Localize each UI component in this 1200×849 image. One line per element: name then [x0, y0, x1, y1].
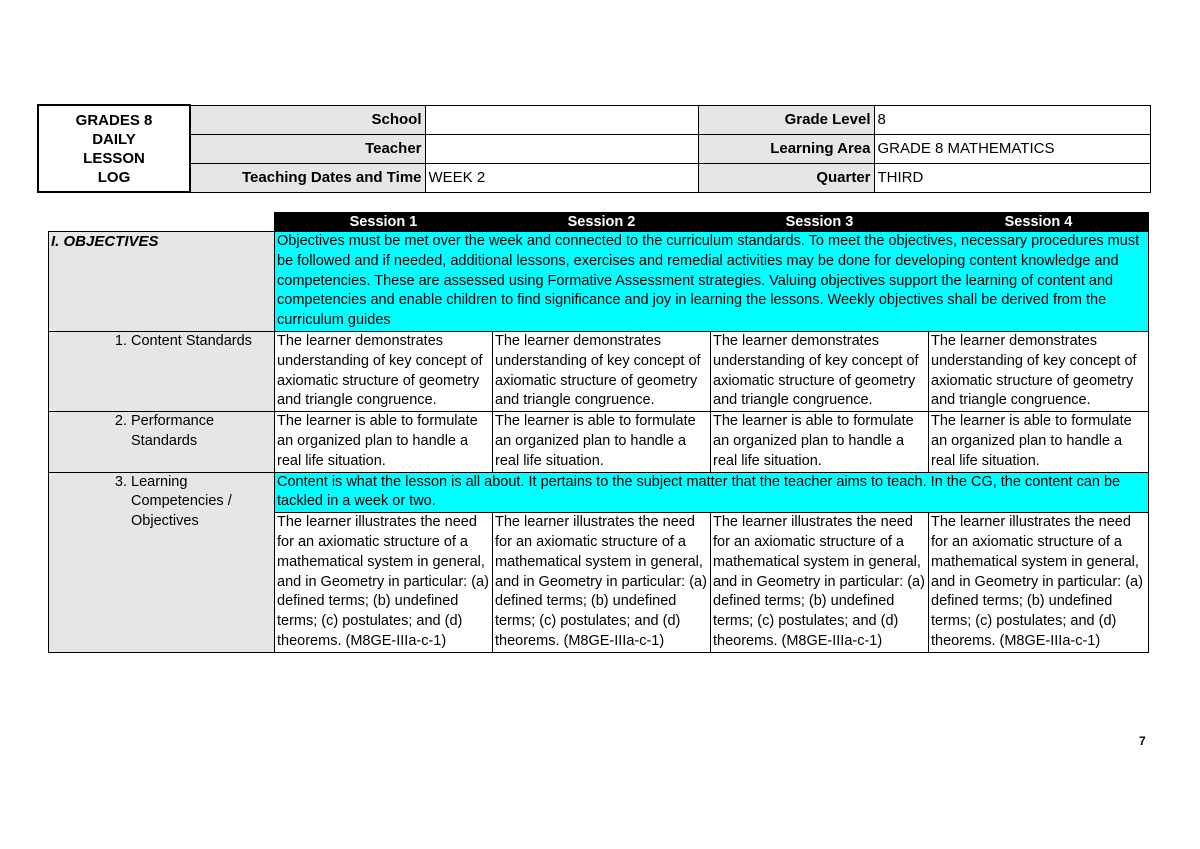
session-3-header: Session 3	[711, 213, 929, 232]
title-line-4: LOG	[97, 168, 131, 186]
quarter-label: Quarter	[698, 163, 874, 192]
page-number: 7	[1139, 734, 1146, 748]
content-standards-row	[49, 331, 1149, 411]
session-header-row	[49, 213, 1149, 232]
dll-title	[38, 105, 190, 192]
content-standards-label	[49, 331, 275, 411]
performance-standards-s2: The learner is able to formulate an organized plan to handle a real life situation.	[493, 412, 711, 472]
objectives-label: I. OBJECTIVES	[49, 232, 275, 332]
performance-standards-row	[49, 412, 1149, 472]
performance-standards-label	[49, 412, 275, 472]
learning-competencies-label	[49, 472, 275, 652]
session-1-header: Session 1	[275, 213, 493, 232]
performance-standards-s1: The learner is able to formulate an organized plan to handle a real life situation.	[275, 412, 493, 472]
learning-area-value[interactable]: GRADE 8 MATHEMATICS	[874, 134, 1150, 163]
performance-standards-text: Performance Standards	[131, 413, 215, 449]
dates-value[interactable]: WEEK 2	[425, 163, 698, 192]
content-standards-s3: The learner demonstrates understanding of key concept of axiomatic structure of geometry and triangle congruence.	[711, 331, 929, 411]
performance-standards-number: 2.	[114, 413, 127, 430]
content-standards-s2: The learner demonstrates understanding of key concept of axiomatic structure of geometry and triangle congruence.	[493, 331, 711, 411]
learning-competencies-s2: The learner illustrates the need for an axiomatic structure of a mathematical system in general, and in Geometry in particular: (a) defined terms; (b) undefined terms; (c) postulates; and (d) theorems. (M8GE-IIIa-c-1)	[493, 513, 711, 653]
learning-competencies-note-row	[49, 472, 1149, 513]
grade-level-value[interactable]: 8	[874, 105, 1150, 134]
learning-competencies-s3: The learner illustrates the need for an axiomatic structure of a mathematical system in general, and in Geometry in particular: (a) defined terms; (b) undefined terms; (c) postulates; and (d) theorems. (M8GE-IIIa-c-1)	[711, 513, 929, 653]
content-standards-s4: The learner demonstrates understanding of key concept of axiomatic structure of geometry and triangle congruence.	[929, 331, 1149, 411]
lesson-table	[48, 212, 1149, 653]
learning-competencies-note: Content is what the lesson is all about. It pertains to the subject matter that the teacher aims to teach. In the CG, the content can be tackled in a week or two.	[275, 472, 1149, 513]
school-label: School	[190, 105, 425, 134]
session-2-header: Session 2	[493, 213, 711, 232]
learning-competencies-number: 3.	[114, 473, 127, 490]
learning-competencies-s1: The learner illustrates the need for an axiomatic structure of a mathematical system in general, and in Geometry in particular: (a) defined terms; (b) undefined terms; (c) postulates; and (d) theorems. (M8GE-IIIa-c-1)	[275, 513, 493, 653]
teacher-value[interactable]	[425, 134, 698, 163]
title-line-3: LESSON	[83, 149, 145, 167]
school-value[interactable]	[425, 105, 698, 134]
learning-competencies-text: Learning Competencies / Objectives	[131, 473, 232, 530]
performance-standards-s3: The learner is able to formulate an organized plan to handle a real life situation.	[711, 412, 929, 472]
performance-standards-s4: The learner is able to formulate an organized plan to handle a real life situation.	[929, 412, 1149, 472]
objectives-row	[49, 232, 1149, 332]
content-standards-text: Content Standards	[131, 332, 252, 349]
content-standards-s1: The learner demonstrates understanding of key concept of axiomatic structure of geometry and triangle congruence.	[275, 331, 493, 411]
dates-label: Teaching Dates and Time	[190, 163, 425, 192]
grade-level-label: Grade Level	[698, 105, 874, 134]
content-standards-number: 1.	[114, 332, 127, 349]
session-4-header: Session 4	[929, 213, 1149, 232]
title-line-2: DAILY	[92, 130, 136, 148]
learning-area-label: Learning Area	[698, 134, 874, 163]
learning-competencies-s4: The learner illustrates the need for an axiomatic structure of a mathematical system in general, and in Geometry in particular: (a) defined terms; (b) undefined terms; (c) postulates; and (d) theorems. (M8GE-IIIa-c-1)	[929, 513, 1149, 653]
header-blank	[49, 213, 275, 232]
teacher-label: Teacher	[190, 134, 425, 163]
objectives-text: Objectives must be met over the week and connected to the curriculum standards. To meet the objectives, necessary procedures must be followed and if needed, additional lessons, exercises and remedial activities may be done for developing content knowledge and competencies. These are assessed using Formative Assessment strategies. Valuing objectives support the learning of content and competencies and enable children to find significance and joy in learning the lessons. Weekly objectives shall be derived from the curriculum guides	[275, 232, 1149, 332]
header-table	[37, 104, 1151, 193]
quarter-value[interactable]: THIRD	[874, 163, 1150, 192]
title-line-1: GRADES 8	[75, 111, 153, 129]
